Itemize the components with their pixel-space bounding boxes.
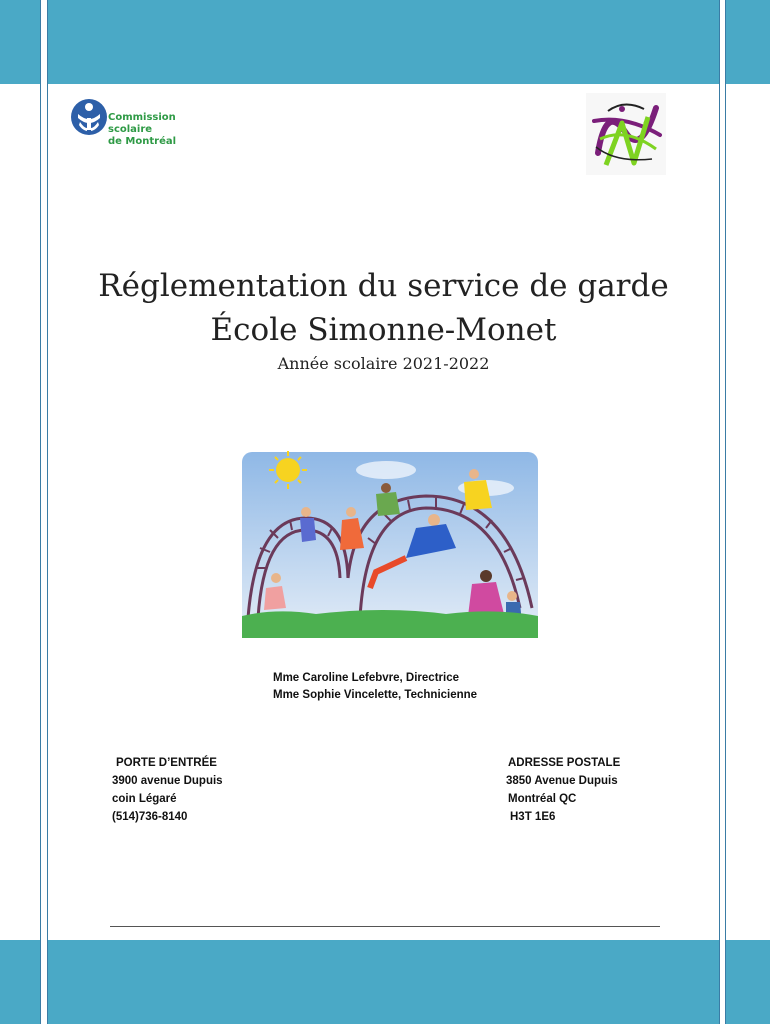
left-margin-band — [0, 0, 41, 1024]
corner-tab-bottom-left — [0, 940, 40, 1024]
mailing-heading: ADRESSE POSTALE — [508, 757, 621, 769]
mailing-address — [506, 754, 620, 826]
csdm-line-1: Commission — [108, 112, 176, 123]
entrance-corner: coin Légaré — [112, 793, 177, 805]
csdm-line-3: de Montréal — [108, 136, 177, 147]
school-name: École Simonne-Monet — [210, 312, 557, 348]
footer-divider — [110, 926, 660, 927]
entrance-address — [112, 754, 223, 826]
mailing-city: Montréal QC — [508, 793, 577, 805]
corner-tab-bottom-right — [726, 940, 770, 1024]
technician-line: Mme Sophie Vincelette, Technicienne — [273, 689, 478, 701]
header-band — [48, 0, 719, 84]
mailing-street: 3850 Avenue Dupuis — [506, 775, 618, 787]
corner-tab-top-right — [726, 0, 770, 84]
right-margin-band — [725, 0, 770, 1024]
corner-tab-top-left — [0, 0, 40, 84]
entrance-phone: (514)736-8140 — [112, 811, 188, 823]
entrance-street: 3900 avenue Dupuis — [112, 775, 223, 787]
school-year: Année scolaire 2021-2022 — [277, 354, 490, 373]
mailing-postal: H3T 1E6 — [510, 811, 556, 823]
document-title: Réglementation du service de garde — [98, 268, 669, 304]
csdm-line-2: scolaire — [108, 124, 153, 135]
playground-illustration — [236, 448, 542, 644]
page-edge-left — [47, 0, 48, 1024]
director-line: Mme Caroline Lefebvre, Directrice — [273, 672, 459, 684]
csdm-wordmark — [108, 112, 176, 148]
school-logo-icon — [586, 93, 666, 175]
entrance-heading: PORTE D’ENTRÉE — [116, 757, 217, 769]
staff-block — [273, 670, 477, 704]
page-edge-right — [719, 0, 720, 1024]
footer-band — [48, 940, 719, 1024]
